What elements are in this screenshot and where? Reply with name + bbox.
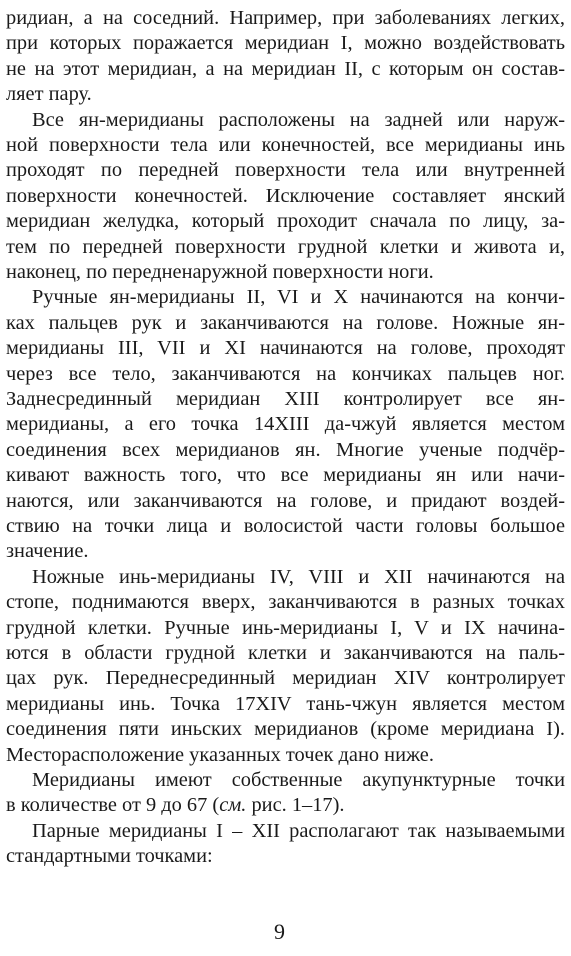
text-line: ляет пару.	[6, 83, 92, 106]
text-line: меридианы III, VII и XI начинаются на голове, проходят	[6, 337, 565, 360]
text-line: через все тело, заканчиваются на кончиках пальцев ног.	[6, 362, 565, 385]
text-line: Месторасположение указанных точек дано ниже.	[6, 743, 434, 766]
text-line: соединения всех меридианов ян. Многие ученые подчёр-	[6, 438, 565, 461]
text-line: не на этот меридиан, а на меридиан II, с которым он состав-	[6, 57, 565, 80]
text-line: стандартными точками:	[6, 845, 213, 868]
page-number: 9	[274, 919, 285, 944]
text-line: Меридианы имеют собственные акупунктурные точки	[32, 769, 565, 791]
text-line: ются в области грудной клетки и заканчиваются на паль-	[6, 642, 565, 664]
text-line: цах рук. Переднесрединный меридиан XIV контролирует	[6, 667, 565, 690]
text-line: Все ян-меридианы расположены на задней или наруж-	[32, 108, 565, 131]
text-line: проходят по передней поверхности тела или внутренней	[6, 159, 565, 182]
text-line: наконец, по передненаружной поверхности ноги.	[6, 261, 434, 283]
text-line: Заднесрединный меридиан XIII контролирует все ян-	[6, 388, 565, 410]
text-line: наются, или заканчиваются на голове, и придают воздей-	[6, 489, 565, 512]
text-span: в количестве от 9 до 67 (	[6, 794, 220, 817]
text-line: меридианы инь. Точка 17XIV тань-чжун является местом	[6, 692, 565, 715]
text-line: соединения пяти иньских меридианов (кроме меридиана I).	[6, 718, 565, 741]
text-line: меридиан желудка, который проходит сначала по лицу, за-	[6, 210, 565, 233]
text-line: поверхности конечностей. Исключение составляет янский	[6, 184, 565, 207]
reference-abbrev: см.	[219, 794, 247, 817]
text-line: грудной клетки. Ручные инь-меридианы I, V и IX начина-	[6, 616, 565, 639]
text-line: ках пальцев рук и заканчиваются на голове. Ножные ян-	[6, 311, 565, 334]
text-line	[6, 793, 565, 818]
text-line: Ножные инь-меридианы IV, VIII и XII начинаются на	[32, 565, 565, 588]
text-span: рис. 1–17).	[246, 794, 345, 817]
text-line: ной поверхности тела или конечностей, все меридианы инь	[6, 134, 565, 156]
text-line: Ручные ян-меридианы II, VI и X начинаются на кончи-	[32, 286, 565, 309]
text-line: ридиан, а на соседний. Например, при заболеваниях легких,	[6, 7, 565, 29]
text-line: меридианы, а его точка 14XIII да-чжуй является местом	[6, 413, 565, 436]
text-line: тем по передней поверхности грудной клетки и живота и,	[6, 235, 565, 258]
text-line: Парные меридианы I – XII располагают так называемыми	[32, 819, 565, 842]
text-line: стопе, поднимаются вверх, заканчиваются в разных точках	[6, 591, 565, 614]
text-line: ствию на точки лица и волосистой части головы большое	[6, 515, 565, 537]
text-line: при которых поражается меридиан I, можно воздействовать	[6, 32, 565, 55]
text-line: значение.	[6, 540, 89, 563]
text-line: кивают важность того, что все меридианы ян или начи-	[6, 464, 565, 487]
